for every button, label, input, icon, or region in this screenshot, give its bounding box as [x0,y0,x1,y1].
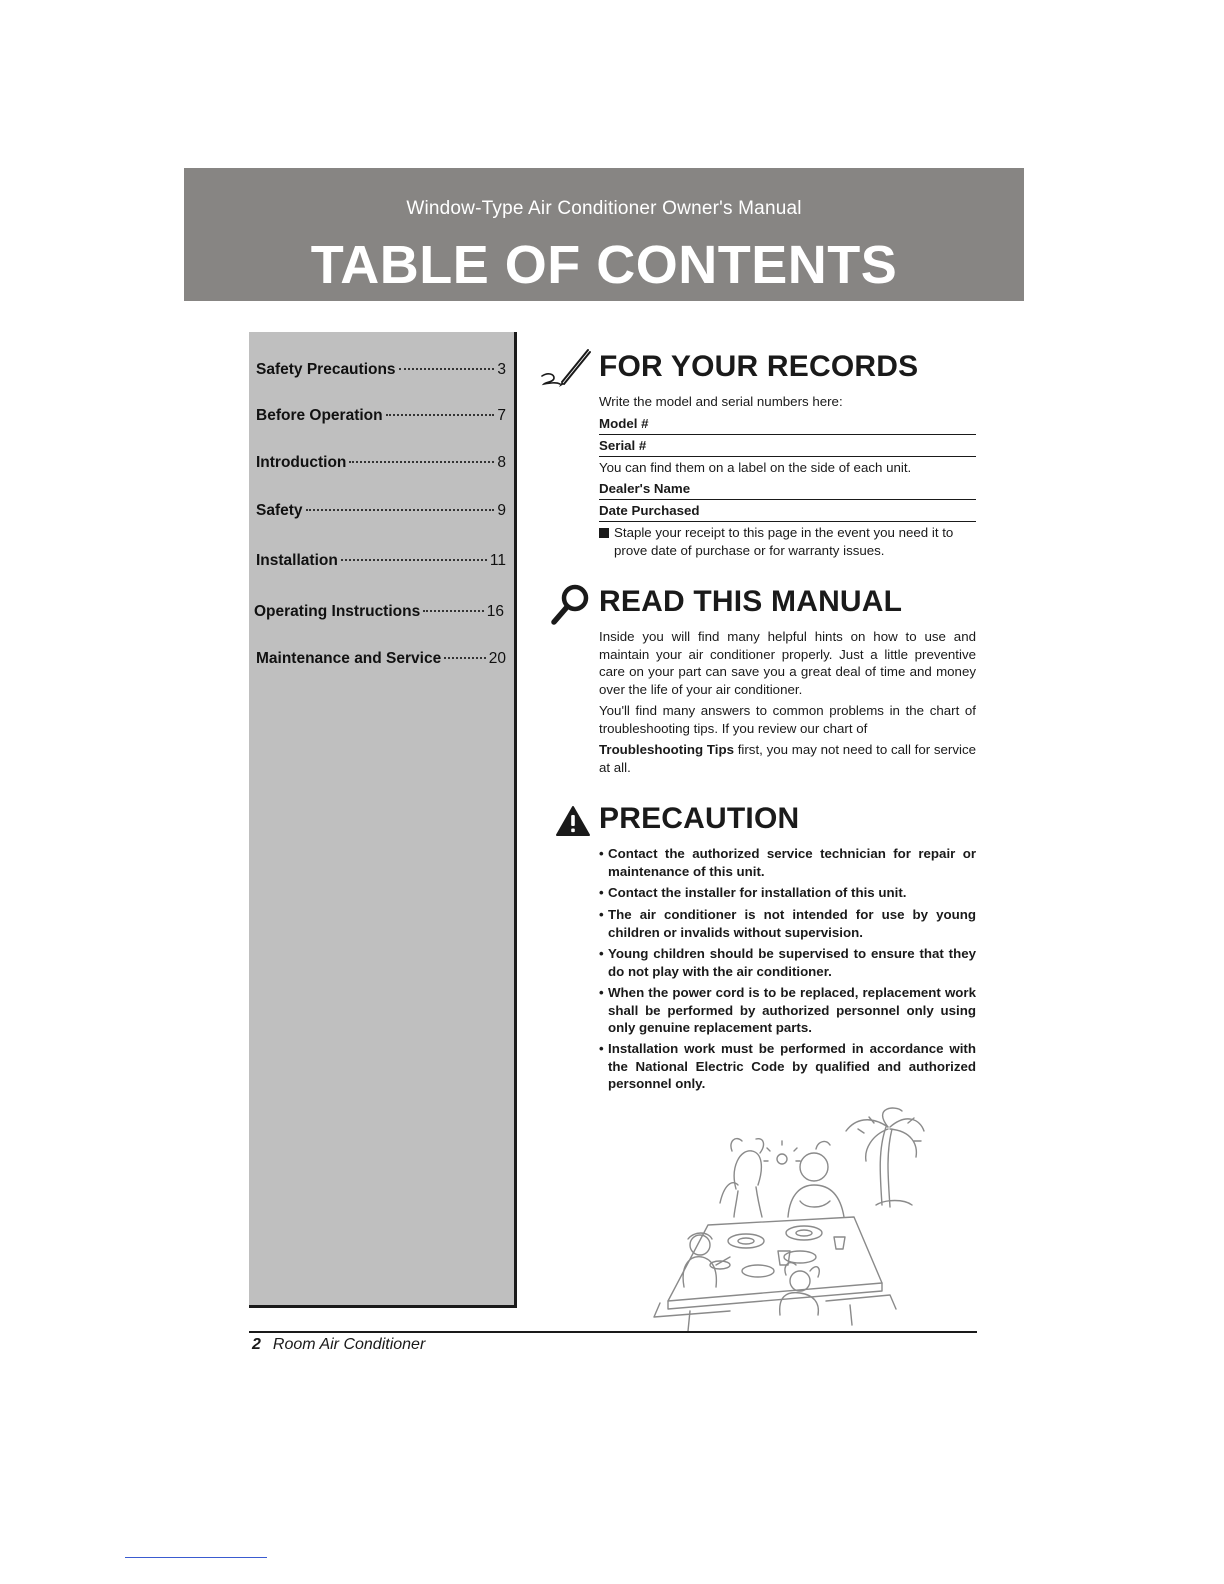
toc-entry-before-operation[interactable] [256,407,506,425]
toc-leader [341,559,487,561]
warning-triangle-icon [555,805,591,837]
toc-entry-safety[interactable] [256,502,506,520]
precaution-text: When the power cord is to be replaced, replacement work shall be performed by authorized personnel only using only genuine replacement parts. [608,985,976,1035]
label-location-note: You can find them on a label on the side of each unit. [599,460,912,475]
toc-leader [386,414,495,416]
toc-entry-page: 16 [486,603,504,620]
precaution-item: • The air conditioner is not intended for use by young children or invalids without supervision. [599,907,976,940]
serial-number-field: Serial # [599,437,976,457]
toc-entry-operating-instructions[interactable] [254,603,504,621]
toc-entry-introduction[interactable] [256,454,506,472]
table-of-contents-panel [249,332,517,1308]
model-number-field: Model # [599,415,976,435]
manual-paragraph-3 [599,741,976,776]
section-title-precaution: PRECAUTION [599,802,800,835]
page-number: 2 [252,1336,261,1353]
precaution-text: The air conditioner is not intended for use by young children or invalids without supervision. [608,907,976,940]
family-picnic-illustration [650,1105,930,1331]
manual-paragraph-3-rest: first, you may not need to call for service at all. [599,742,976,775]
toc-entry-maintenance-and-service[interactable] [256,650,506,668]
precaution-text: Installation work must be performed in accordance with the National Electric Code by qualified and authorized personnel only. [608,1041,976,1091]
page-footer [252,1336,425,1354]
square-bullet-icon [599,528,609,538]
footer-rule [249,1331,977,1333]
precaution-item: • Young children should be supervised to ensure that they do not play with the air conditioner. [599,946,976,979]
precaution-item: • When the power cord is to be replaced, replacement work shall be performed by authorized personnel only using only genuine replacement parts. [599,985,976,1035]
toc-entry-title: Safety Precautions [256,361,396,378]
toc-leader [399,368,495,370]
manual-paragraph-1: Inside you will find many helpful hints on how to use and maintain your air conditioner properly. Just a little preventive care on your part can save you a great deal of time and money over the life of your air conditioner. [599,629,976,697]
dealer-name-field: Dealer's Name [599,480,976,500]
toc-entry-page: 11 [489,552,506,569]
header-band [184,168,1024,301]
section-title-read-manual: READ THIS MANUAL [599,585,903,618]
toc-entry-title: Before Operation [256,407,383,424]
staple-receipt-note [599,524,976,560]
toc-entry-page: 20 [488,650,506,667]
precaution-item: • Contact the authorized service technician for repair or maintenance of this unit. [599,846,976,879]
date-purchased-field: Date Purchased [599,502,976,522]
manual-paragraph-2: You'll find many answers to common problems in the chart of troubleshooting tips. If you review our chart of [599,703,976,736]
toc-entry-page: 9 [497,502,506,519]
precaution-text: Contact the authorized service technician for repair or maintenance of this unit. [608,846,976,879]
toc-entry-safety-precautions[interactable] [256,361,506,379]
toc-leader [306,509,495,511]
toc-leader [444,657,486,659]
toc-entry-title: Introduction [256,454,347,471]
pen-writing-icon [540,346,596,388]
precaution-item: • Contact the installer for installation of this unit. [599,885,907,900]
toc-entry-title: Installation [256,552,338,569]
toc-entry-installation[interactable] [256,552,506,570]
records-intro: Write the model and serial numbers here: [599,394,843,409]
magnifying-glass-icon [550,582,592,626]
toc-entry-title: Safety [256,502,303,519]
bottom-link-underline [125,1557,267,1558]
toc-entry-page: 7 [497,407,506,424]
staple-note-text: Staple your receipt to this page in the event you need it to prove date of purchase or for warranty issues. [614,525,954,558]
footer-text: Room Air Conditioner [272,1336,426,1353]
section-title-records: FOR YOUR RECORDS [599,350,919,383]
toc-entry-page: 8 [497,454,506,471]
toc-entry-title: Maintenance and Service [256,650,442,667]
manual-subtitle: Window-Type Air Conditioner Owner's Manual [406,198,802,219]
toc-leader [349,461,494,463]
precaution-text: Contact the installer for installation of this unit. [608,885,907,900]
troubleshooting-tips-emphasis: Troubleshooting Tips [599,742,734,757]
toc-entry-title: Operating Instructions [254,603,421,620]
page-title: TABLE OF CONTENTS [310,235,898,295]
toc-entry-page: 3 [497,361,506,378]
precaution-text: Young children should be supervised to ensure that they do not play with the air conditioner. [608,946,976,979]
toc-leader [423,610,484,612]
precaution-item: • Installation work must be performed in accordance with the National Electric Code by qualified and authorized personnel only. [599,1041,976,1091]
